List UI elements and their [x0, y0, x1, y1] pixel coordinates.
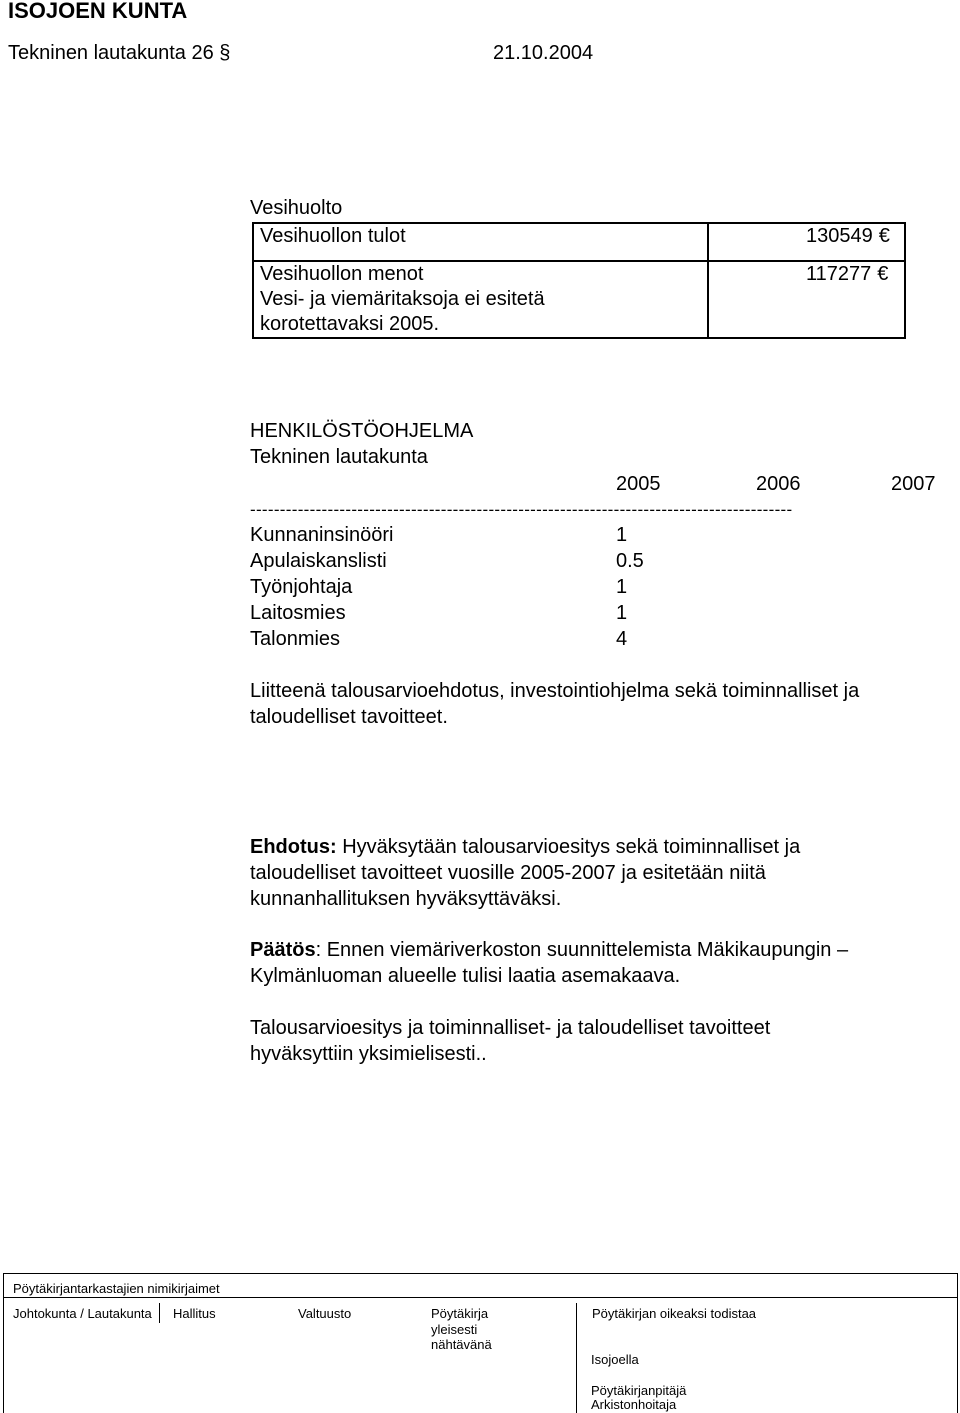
footer-col-label: Johtokunta / Lautakunta [13, 1306, 152, 1321]
expense-amount: 117277 [806, 263, 872, 285]
footer-rule [159, 1303, 160, 1323]
municipality-title: ISOJOEN KUNTA [8, 0, 188, 23]
footer-col-label: nähtävänä [431, 1337, 492, 1352]
footer-col-label: Valtuusto [298, 1306, 352, 1321]
proposal-line: taloudelliset tavoitteet vuosille 2005-2007 ja esitetään niitä [250, 862, 766, 884]
footer-rule [3, 1273, 958, 1274]
decision-label: Päätös [250, 939, 316, 961]
approval-line: hyväksyttiin yksimielisesti.. [250, 1043, 487, 1065]
staff-value: 1 [616, 602, 628, 624]
year-header: 2006 [756, 473, 801, 495]
water-note-line: korotettavaksi 2005. [260, 313, 439, 335]
footer-col-label: yleisesti [431, 1322, 478, 1337]
water-note-line: Vesi- ja viemäritaksoja ei esitetä [260, 288, 545, 310]
staff-value: 1 [616, 576, 628, 598]
table-divider [707, 224, 709, 337]
proposal-label: Ehdotus: [250, 836, 337, 858]
footer-rule [576, 1303, 577, 1413]
year-header: 2007 [891, 473, 936, 495]
staff-value: 0.5 [616, 550, 644, 572]
board-meeting [8, 40, 230, 66]
staff-value: 4 [616, 628, 628, 650]
euro-symbol: € [878, 225, 890, 247]
role-label: Pöytäkirjanpitäjä [591, 1383, 687, 1398]
water-income-value [806, 223, 890, 249]
footer-rule [957, 1273, 958, 1413]
income-amount: 130549 [806, 225, 873, 247]
footer-rule [3, 1297, 958, 1298]
place-label: Isojoella [591, 1352, 639, 1367]
water-expense-label: Vesihuollon menot [260, 263, 424, 285]
staff-role: Kunnaninsinööri [250, 524, 394, 546]
footer-col-label: Pöytäkirja [431, 1306, 489, 1321]
footer-rule [3, 1273, 4, 1413]
board-name: Tekninen lautakunta 26 [8, 42, 214, 64]
footer-col-label: Hallitus [173, 1306, 216, 1321]
meeting-date: 21.10.2004 [493, 42, 594, 64]
section-symbol: § [219, 42, 231, 64]
staff-value: 1 [616, 524, 628, 546]
proposal-text: Hyväksytään talousarvioesitys sekä toiminnalliset ja [336, 836, 801, 858]
role-label: Arkistonhoitaja [591, 1397, 677, 1412]
staff-role: Talonmies [250, 628, 341, 650]
decision-line: Kylmänluoman alueelle tulisi laatia asemakaava. [250, 965, 681, 987]
staff-title: HENKILÖSTÖOHJELMA [250, 420, 474, 442]
staff-role: Työnjohtaja [250, 576, 353, 598]
approval-line: Talousarvioesitys ja toiminnalliset- ja taloudelliset tavoitteet [250, 1017, 771, 1039]
attachment-text: taloudelliset tavoitteet. [250, 706, 448, 728]
signers-label: Pöytäkirjantarkastajien nimikirjaimet [13, 1281, 220, 1296]
decision-line [250, 937, 848, 963]
water-title: Vesihuolto [250, 197, 343, 219]
proposal-line: kunnanhallituksen hyväksyttäväksi. [250, 888, 562, 910]
staff-role: Apulaiskanslisti [250, 550, 387, 572]
certify-label: Pöytäkirjan oikeaksi todistaa [592, 1306, 757, 1321]
dashed-separator: ------------------------------------------------------------------------------------------- [250, 500, 793, 519]
decision-text: : Ennen viemäriverkoston suunnittelemista Mäkikaupungin – [315, 939, 849, 961]
water-income-label: Vesihuollon tulot [260, 225, 406, 247]
year-header: 2005 [616, 473, 661, 495]
attachment-text: Liitteenä talousarvioehdotus, investointiohjelma sekä toiminnalliset ja [250, 680, 860, 702]
staff-subtitle: Tekninen lautakunta [250, 446, 428, 468]
euro-symbol: € [877, 263, 889, 285]
proposal-line [250, 834, 800, 860]
water-expense-value [806, 261, 888, 287]
staff-role: Laitosmies [250, 602, 346, 624]
